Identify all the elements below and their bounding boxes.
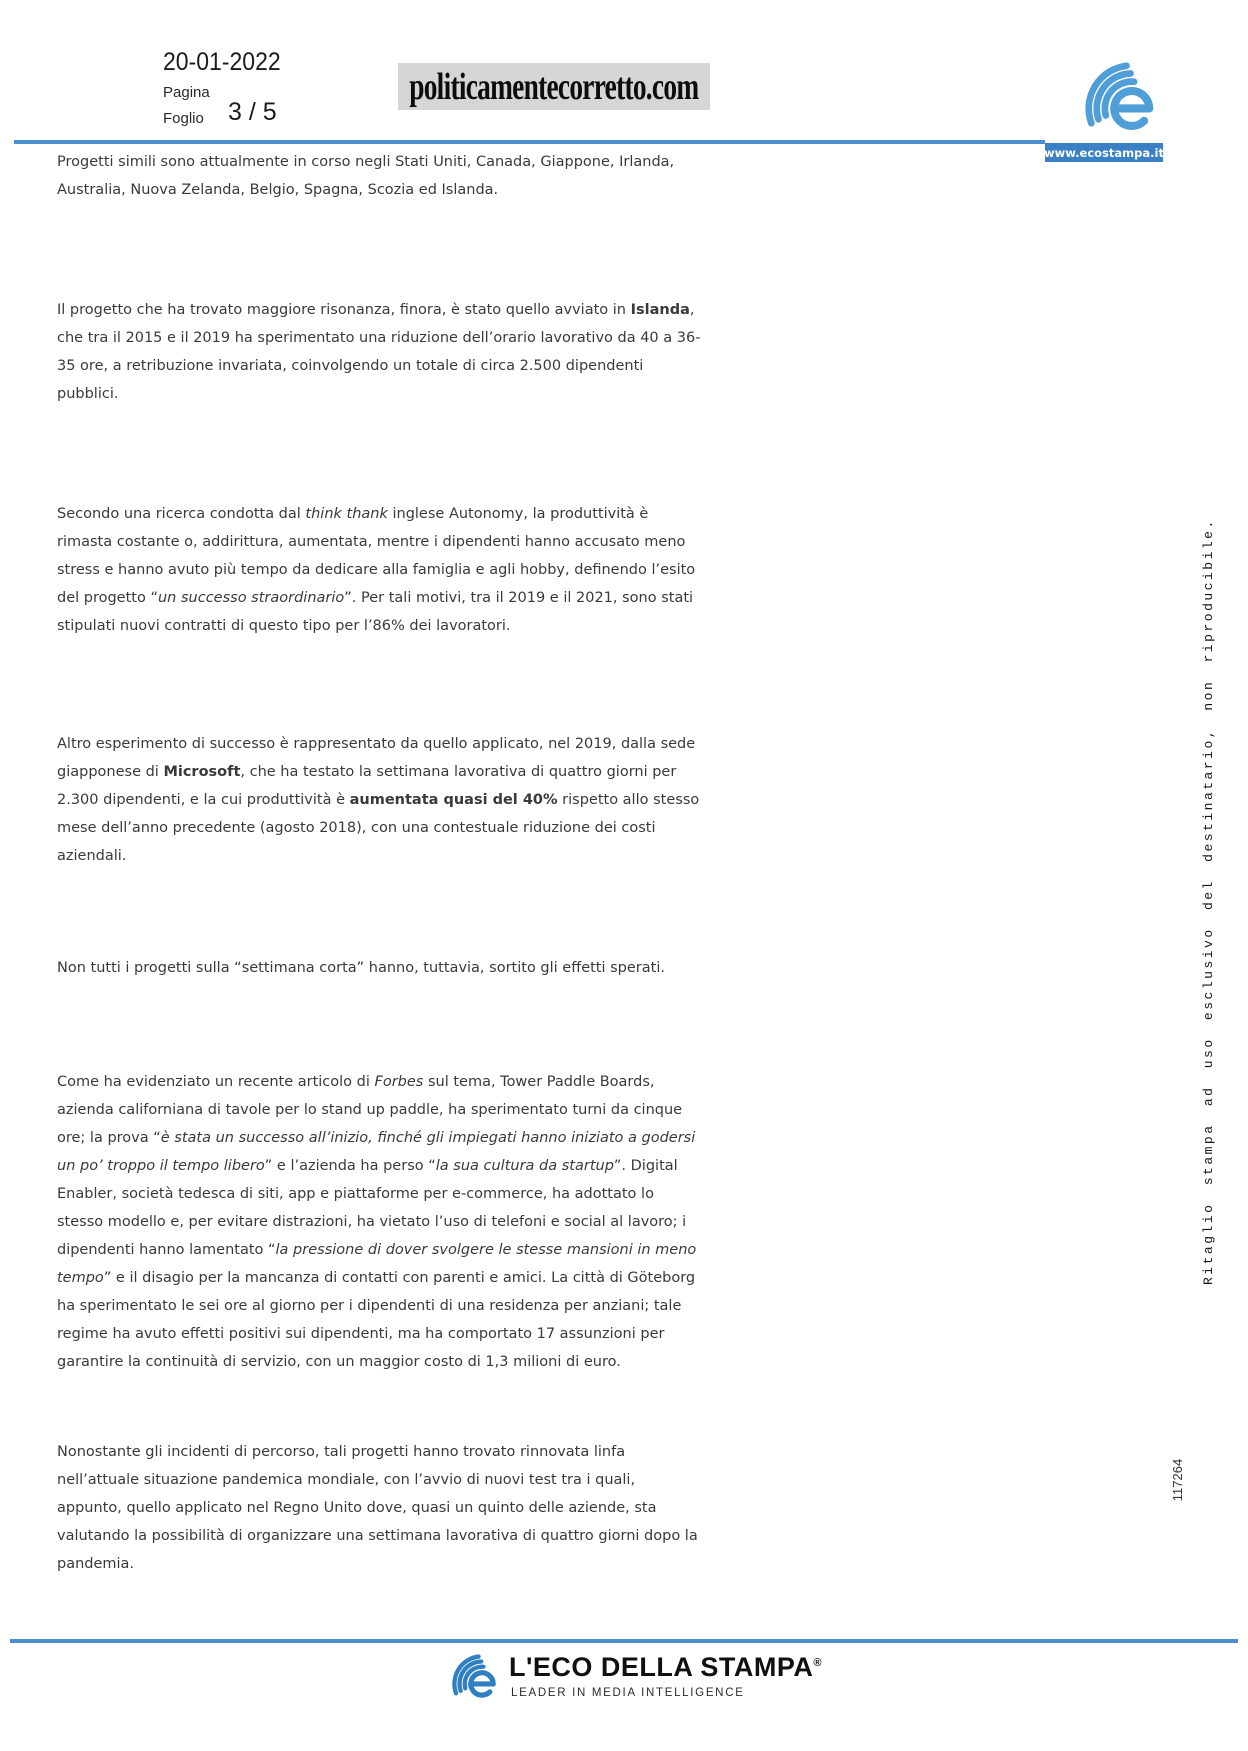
article-paragraph: Il progetto che ha trovato maggiore risonanza, finora, è stato quello avviato in Islanda, che tra il 2015 e il 2019 ha sperimentato una riduzione dell’orario lavorativo da 40 a 36-35 ore, a retribuzione invariata, coinvolgendo un totale di circa 2.500 dipendenti pubblici.	[57, 302, 701, 402]
foglio-value: 3 / 5	[228, 98, 277, 126]
footer-divider-line	[10, 1639, 1238, 1643]
registered-mark: ®	[813, 1657, 823, 1669]
clipping-id-number: 117264	[1170, 1458, 1185, 1502]
masthead-logo-text: politicamentecorretto.com	[409, 65, 699, 108]
foglio-label: Foglio	[163, 110, 204, 127]
article-paragraph: Come ha evidenziato un recente articolo di Forbes sul tema, Tower Paddle Boards, azienda californiana di tavole per lo stand up paddle, ha sperimentato turni da cinque ore; la prova “è stata un successo all’inizio, finché gli impiegati hanno iniziato a godersi un po’ troppo il tempo libero” e l’azienda ha perso “la sua cultura da startup”. Digital Enabler, società tedesca di siti, app e piattaforme per e-commerce, ha adottato lo stesso modello e, per evitare distrazioni, ha vietato l’uso di telefoni e social al lavoro; i dipendenti hanno lamentato “la pressione di dover svolgere le stesse mansioni in meno tempo” e il disagio per la mancanza di contatti con parenti e amici. La città di Göteborg ha sperimentato le sei ore al giorno per i dipendenti di una residenza per anziani; tale regime ha avuto effetti positivi sui dipendenti, ma ha comportato 17 assunzioni per garantire la continuità di servizio, con un maggior costo di 1,3 milioni di euro.	[57, 1074, 697, 1370]
pagina-label: Pagina	[163, 84, 210, 101]
footer-brand	[509, 1652, 822, 1683]
clipping-date: 20-01-2022	[163, 48, 281, 76]
article-paragraph: Progetti simili sono attualmente in corso negli Stati Uniti, Canada, Giappone, Irlanda, Australia, Nuova Zelanda, Belgio, Spagna, Scozia ed Islanda.	[57, 154, 675, 198]
header-divider-line	[14, 140, 1045, 144]
article-paragraph: Nonostante gli incidenti di percorso, tali progetti hanno trovato rinnovata linfa nell’attuale situazione pandemica mondiale, con l’avvio di nuovi test tra i quali, appunto, quello applicato nel Regno Unito dove, quasi un quinto delle aziende, sta valutando la possibilità di organizzare una settimana lavorativa di quattro giorni dopo la pandemia.	[57, 1444, 698, 1572]
ecostampa-url-text: www.ecostampa.it	[1044, 145, 1164, 160]
footer-tagline: LEADER IN MEDIA INTELLIGENCE	[511, 1687, 745, 1699]
article-paragraph: Secondo una ricerca condotta dal think thank inglese Autonomy, la produttività è rimasta costante o, addirittura, aumentata, mentre i dipendenti hanno accusato meno stress e hanno avuto più tempo da dedicare alla famiglia e agli hobby, definendo l’esito del progetto “un successo straordinario”. Per tali motivi, tra il 2019 e il 2021, sono stati stipulati nuovi contratti di questo tipo per l’86% dei lavoratori.	[57, 506, 696, 634]
copyright-vertical-note: Ritaglio stampa ad uso esclusivo del destinatario, non riproducibile.	[1201, 518, 1216, 1285]
eco-della-stampa-icon	[450, 1646, 504, 1702]
ecostampa-url-badge	[1045, 143, 1163, 162]
ecostampa-logo-icon	[1082, 48, 1166, 138]
masthead-logo	[398, 63, 710, 110]
article-paragraph: Non tutti i progetti sulla “settimana corta” hanno, tuttavia, sortito gli effetti sperati.	[57, 960, 665, 976]
footer-brand-text: L'ECO DELLA STAMPA	[509, 1652, 814, 1682]
article-paragraph: Altro esperimento di successo è rappresentato da quello applicato, nel 2019, dalla sede giapponese di Microsoft, che ha testato la settimana lavorativa di quattro giorni per 2.300 dipendenti, e la cui produttività è aumentata quasi del 40% rispetto allo stesso mese dell’anno precedente (agosto 2018), con una contestuale riduzione dei costi aziendali.	[57, 736, 700, 864]
